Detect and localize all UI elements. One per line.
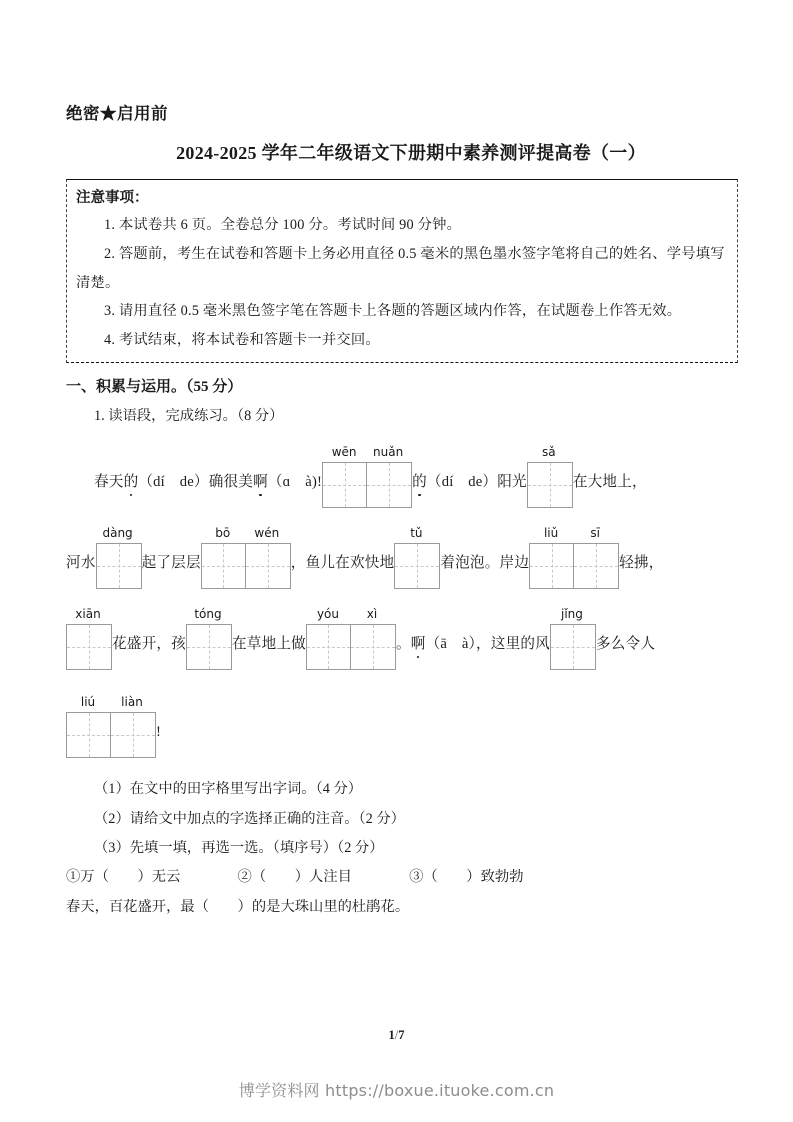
tianzige-cells[interactable] — [529, 543, 619, 589]
pinyin-row — [66, 607, 112, 624]
passage-text: 在大地上， — [572, 473, 647, 490]
passage-text: ，鱼儿在欢快地 — [290, 554, 395, 571]
pinyin-label: liàn — [121, 695, 143, 710]
pinyin-label: bō — [215, 526, 231, 541]
tianzige-group[interactable] — [66, 695, 156, 758]
passage-text: ! — [156, 723, 162, 740]
tianzige-group[interactable] — [322, 445, 412, 508]
pinyin-label: wēn — [331, 445, 357, 460]
passage-text: 花盛开，孩 — [112, 635, 186, 652]
pinyin-label: xì — [366, 607, 378, 622]
pinyin-row — [394, 526, 440, 543]
tianzige-cell[interactable] — [187, 625, 231, 669]
tianzige-cells[interactable] — [394, 543, 440, 589]
pinyin-row — [550, 607, 596, 624]
notice-item: 3. 请用直径 0.5 毫米黑色签字笔在答题卡上各题的答题区域内作答，在试题卷上作答无效。 — [104, 303, 682, 320]
dotted-char: 啊 — [253, 473, 268, 490]
passage-row-2 — [66, 525, 738, 589]
secret-label: 绝密★启用前 — [66, 104, 168, 123]
tianzige-cell[interactable] — [307, 625, 351, 669]
tianzige-cell[interactable] — [351, 625, 395, 669]
pinyin-row — [527, 445, 573, 462]
idiom-choice-line: 春天，百花盛开，最（ ）的是大珠山里的杜鹃花。 — [66, 898, 410, 915]
section-heading: 一、积累与运用。（55 分） — [66, 379, 243, 396]
tianzige-group[interactable] — [96, 526, 142, 589]
notice-box — [66, 179, 738, 363]
tianzige-group[interactable] — [66, 607, 112, 670]
pinyin-label: tóng — [194, 607, 222, 622]
tianzige-cell[interactable] — [367, 463, 411, 507]
tianzige-cell[interactable] — [574, 544, 618, 588]
pinyin-label: liǔ — [543, 526, 559, 541]
question-1-prompt: 1. 读语段，完成练习。（8 分） — [94, 407, 284, 424]
tianzige-group[interactable] — [306, 607, 396, 670]
pinyin-row — [529, 526, 619, 543]
tianzige-cells[interactable] — [306, 624, 396, 670]
watermark: 博学资料网 https://boxue.ituoke.com.cn — [238, 1081, 555, 1100]
tianzige-group[interactable] — [527, 445, 573, 508]
tianzige-cell[interactable] — [530, 544, 574, 588]
tianzige-cells[interactable] — [186, 624, 232, 670]
pinyin-label: tǔ — [410, 526, 423, 541]
passage-row-4 — [66, 694, 738, 758]
pinyin-row — [201, 526, 291, 543]
pinyin-label: liú — [80, 695, 96, 710]
passage-text: 多么令人 — [595, 635, 656, 652]
tianzige-cells[interactable] — [66, 712, 156, 758]
tianzige-cells[interactable] — [527, 462, 573, 508]
passage-text: 河水 — [66, 554, 96, 571]
tianzige-cell[interactable] — [97, 544, 141, 588]
notice-title: 注意事项： — [76, 190, 149, 206]
pinyin-row — [96, 526, 142, 543]
pinyin-row — [306, 607, 396, 624]
tianzige-cells[interactable] — [66, 624, 112, 670]
dotted-char: 啊 — [410, 635, 426, 652]
sub-question-2: （2）请给文中加点的字选择正确的注音。（2 分） — [94, 810, 405, 827]
page-title: 2024-2025 学年二年级语文下册期中素养测评提高卷（一） — [176, 143, 646, 163]
pinyin-label: dàng — [102, 526, 133, 541]
pinyin-row — [186, 607, 232, 624]
tianzige-cell[interactable] — [395, 544, 439, 588]
page-number-current: 1 — [388, 1028, 395, 1042]
passage-text: 轻拂， — [619, 554, 664, 571]
pinyin-row — [322, 445, 412, 462]
idioms-options-line: ①万（ ）无云 ②（ ）人注目 ③（ ）致勃勃 — [66, 869, 524, 886]
page-number — [0, 1028, 793, 1043]
tianzige-cells[interactable] — [201, 543, 291, 589]
pinyin-label: xiān — [75, 607, 101, 622]
passage-text: 春天的（dí de）确很美啊（ɑ à)! — [94, 473, 323, 490]
tianzige-cells[interactable] — [96, 543, 142, 589]
sub-question-1: （1）在文中的田字格里写出字词。（4 分） — [94, 781, 363, 798]
notice-item: 4. 考试结束，将本试卷和答题卡一并交回。 — [104, 331, 380, 348]
tianzige-group[interactable] — [186, 607, 232, 670]
passage-text: 的（dí de）阳光 — [412, 473, 527, 490]
tianzige-group[interactable] — [201, 526, 291, 589]
page-number-separator: / — [394, 1028, 399, 1042]
dotted-char: 的 — [412, 473, 427, 490]
tianzige-cell[interactable] — [551, 625, 595, 669]
passage-text: 在草地上做 — [231, 635, 306, 652]
tianzige-cell[interactable] — [67, 625, 111, 669]
pinyin-label: sī — [590, 526, 600, 541]
passage-row-1 — [66, 444, 738, 508]
pinyin-label: jǐng — [561, 607, 583, 622]
tianzige-cell[interactable] — [246, 544, 290, 588]
pinyin-label: nuǎn — [373, 445, 404, 460]
notice-item: 1. 本试卷共 6 页。全卷总分 100 分。考试时间 90 分钟。 — [104, 217, 462, 234]
passage-row-3 — [66, 606, 738, 670]
dotted-char: 的 — [123, 473, 139, 490]
tianzige-cell[interactable] — [67, 713, 111, 757]
tianzige-cell[interactable] — [202, 544, 246, 588]
tianzige-cell[interactable] — [323, 463, 367, 507]
pinyin-label: wén — [254, 526, 280, 541]
passage-text: 。啊（ā à），这里的风 — [395, 635, 550, 652]
passage-text: 起了层层 — [141, 554, 201, 571]
tianzige-group[interactable] — [550, 607, 596, 670]
pinyin-label: sǎ — [542, 445, 556, 460]
passage-fill-in — [66, 444, 738, 758]
page-content — [66, 0, 738, 922]
notice-item: 2. 答题前，考生在试卷和答题卡上务必用直径 0.5 毫米的黑色墨水签字笔将自己的姓名、学号填写清楚。 — [76, 245, 725, 291]
sub-question-3: （3）先填一填，再选一选。（填序号）（2 分） — [94, 840, 384, 857]
tianzige-cell[interactable] — [528, 463, 572, 507]
pinyin-label: yóu — [316, 607, 339, 622]
tianzige-cells[interactable] — [322, 462, 412, 508]
tianzige-group[interactable] — [529, 526, 619, 589]
tianzige-cells[interactable] — [550, 624, 596, 670]
pinyin-row — [66, 695, 156, 712]
tianzige-cell[interactable] — [111, 713, 155, 757]
page-number-total: 7 — [398, 1028, 405, 1042]
passage-text: 着泡泡。岸边 — [440, 554, 530, 571]
tianzige-group[interactable] — [394, 526, 440, 589]
